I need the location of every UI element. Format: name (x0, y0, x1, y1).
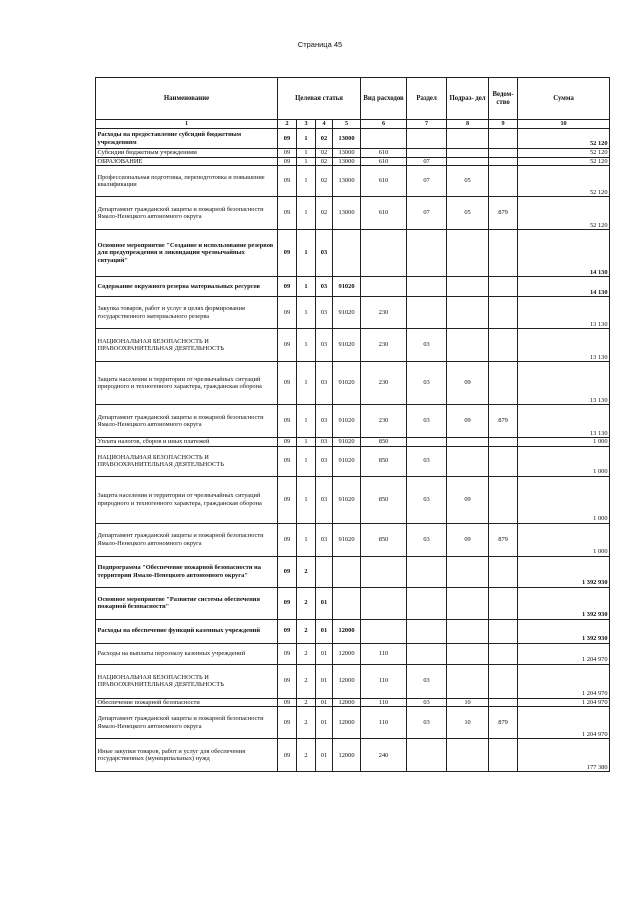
target-code-measure-cell: 03 (316, 277, 333, 297)
row-name-cell: Расходы на предоставление субсидий бюджетным учреждениям (96, 129, 278, 149)
table-row (96, 664, 610, 698)
target-code-measure-cell: 03 (316, 297, 333, 329)
subsection-cell (447, 157, 489, 166)
target-code-subprogram-cell: 1 (297, 476, 316, 523)
subsection-cell: 09 (447, 405, 489, 438)
target-code-measure-cell: 03 (316, 362, 333, 405)
page-header: Страница 45 (297, 40, 343, 49)
target-code-subprogram-cell: 1 (297, 197, 316, 230)
expense-type-cell (361, 277, 407, 297)
table-row (96, 438, 610, 447)
table-row (96, 197, 610, 230)
target-code-measure-cell: 03 (316, 405, 333, 438)
target-code-direction-cell: 91020 (333, 523, 361, 556)
target-code-subprogram-cell: 2 (297, 619, 316, 643)
department-cell (489, 230, 518, 277)
section-cell: 03 (407, 362, 447, 405)
subsection-cell (447, 587, 489, 619)
column-number: 5 (333, 120, 361, 129)
row-name-cell: ОБРАЗОВАНИЕ (96, 157, 278, 166)
target-code-subprogram-cell: 2 (297, 739, 316, 772)
target-code-program-cell: 09 (278, 197, 297, 230)
target-code-program-cell: 09 (278, 446, 297, 476)
target-code-subprogram-cell: 1 (297, 405, 316, 438)
column-number: 1 (96, 120, 278, 129)
target-code-measure-cell: 02 (316, 129, 333, 149)
section-cell: 03 (407, 405, 447, 438)
expense-type-cell: 850 (361, 476, 407, 523)
target-code-program-cell: 09 (278, 157, 297, 166)
expense-type-cell: 230 (361, 297, 407, 329)
department-cell (489, 739, 518, 772)
sum-cell: 52 120 (518, 129, 610, 149)
target-code-direction-cell: 12000 (333, 739, 361, 772)
table-row (96, 149, 610, 158)
target-code-subprogram-cell: 2 (297, 556, 316, 587)
sum-cell: 1 204 970 (518, 707, 610, 739)
expense-type-cell: 850 (361, 446, 407, 476)
target-code-program-cell: 09 (278, 329, 297, 362)
row-name-cell: Основное мероприятие "Развитие системы обеспечения пожарной безопасности" (96, 587, 278, 619)
target-code-direction-cell: 13000 (333, 129, 361, 149)
department-cell (489, 476, 518, 523)
sum-cell: 177 380 (518, 739, 610, 772)
expense-type-cell: 110 (361, 707, 407, 739)
subsection-cell: 09 (447, 476, 489, 523)
section-cell (407, 739, 447, 772)
subsection-cell (447, 129, 489, 149)
department-cell (489, 643, 518, 664)
header-expense-type: Вид расходов (361, 78, 407, 120)
target-code-subprogram-cell: 1 (297, 523, 316, 556)
sum-cell: 52 120 (518, 157, 610, 166)
target-code-measure-cell: 02 (316, 149, 333, 158)
target-code-measure-cell: 01 (316, 619, 333, 643)
header-department: Ведом- ство (489, 78, 518, 120)
table-row (96, 297, 610, 329)
table-row (96, 556, 610, 587)
subsection-cell: 10 (447, 707, 489, 739)
sum-cell: 52 120 (518, 166, 610, 197)
column-number: 3 (297, 120, 316, 129)
table-row (96, 587, 610, 619)
section-cell (407, 587, 447, 619)
target-code-direction-cell (333, 230, 361, 277)
target-code-measure-cell: 03 (316, 230, 333, 277)
section-cell: 03 (407, 664, 447, 698)
subsection-cell: 10 (447, 698, 489, 707)
target-code-subprogram-cell: 1 (297, 157, 316, 166)
sum-cell: 13 130 (518, 329, 610, 362)
sum-cell: 1 000 (518, 446, 610, 476)
row-name-cell: Защита населения и территории от чрезвычайных ситуаций природного и техногенного характера, гражданская оборона (96, 362, 278, 405)
expense-type-cell: 110 (361, 643, 407, 664)
subsection-cell (447, 446, 489, 476)
header-name: Наименование (96, 78, 278, 120)
column-number-row (96, 120, 610, 129)
target-code-measure-cell: 01 (316, 707, 333, 739)
department-cell (489, 362, 518, 405)
subsection-cell (447, 277, 489, 297)
target-code-program-cell: 09 (278, 230, 297, 277)
target-code-measure-cell: 01 (316, 698, 333, 707)
subsection-cell: 05 (447, 166, 489, 197)
row-name-cell: Расходы на выплаты персоналу казенных учреждений (96, 643, 278, 664)
sum-cell: 1 000 (518, 476, 610, 523)
sum-cell: 14 130 (518, 230, 610, 277)
table-row (96, 230, 610, 277)
subsection-cell: 09 (447, 523, 489, 556)
target-code-direction-cell (333, 556, 361, 587)
subsection-cell (447, 643, 489, 664)
target-code-program-cell: 09 (278, 619, 297, 643)
subsection-cell (447, 739, 489, 772)
department-cell (489, 166, 518, 197)
expense-type-cell: 110 (361, 698, 407, 707)
table-row (96, 362, 610, 405)
department-cell (489, 698, 518, 707)
department-cell (489, 619, 518, 643)
expense-type-cell: 240 (361, 739, 407, 772)
target-code-measure-cell: 01 (316, 664, 333, 698)
expense-type-cell: 610 (361, 149, 407, 158)
department-cell (489, 149, 518, 158)
header-target-article: Целевая статья (278, 78, 361, 120)
row-name-cell: Иные закупки товаров, работ и услуг для обеспечения государственных (муниципальных) нужд (96, 739, 278, 772)
section-cell: 03 (407, 707, 447, 739)
sum-cell: 1 392 930 (518, 587, 610, 619)
section-cell: 07 (407, 197, 447, 230)
column-number: 7 (407, 120, 447, 129)
target-code-program-cell: 09 (278, 523, 297, 556)
subsection-cell (447, 230, 489, 277)
target-code-direction-cell: 91020 (333, 476, 361, 523)
expense-type-cell (361, 587, 407, 619)
target-code-subprogram-cell: 1 (297, 329, 316, 362)
expense-type-cell: 230 (361, 405, 407, 438)
target-code-program-cell: 09 (278, 707, 297, 739)
department-cell (489, 297, 518, 329)
department-cell: 879 (489, 197, 518, 230)
department-cell (489, 157, 518, 166)
row-name-cell: НАЦИОНАЛЬНАЯ БЕЗОПАСНОСТЬ И ПРАВООХРАНИТЕЛЬНАЯ ДЕЯТЕЛЬНОСТЬ (96, 664, 278, 698)
section-cell: 03 (407, 446, 447, 476)
expense-type-cell (361, 556, 407, 587)
target-code-program-cell: 09 (278, 556, 297, 587)
column-number: 4 (316, 120, 333, 129)
section-cell (407, 129, 447, 149)
sum-cell: 1 000 (518, 523, 610, 556)
table-body (96, 129, 610, 772)
sum-cell: 1 204 970 (518, 664, 610, 698)
sum-cell: 1 392 930 (518, 556, 610, 587)
table-row (96, 405, 610, 438)
table-row (96, 157, 610, 166)
expense-type-cell (361, 619, 407, 643)
column-number: 10 (518, 120, 610, 129)
section-cell: 03 (407, 476, 447, 523)
column-number: 8 (447, 120, 489, 129)
target-code-subprogram-cell: 1 (297, 362, 316, 405)
sum-cell: 1 000 (518, 438, 610, 447)
target-code-subprogram-cell: 1 (297, 166, 316, 197)
section-cell (407, 619, 447, 643)
target-code-program-cell: 09 (278, 129, 297, 149)
target-code-program-cell: 09 (278, 166, 297, 197)
sum-cell: 52 120 (518, 149, 610, 158)
target-code-direction-cell: 13000 (333, 197, 361, 230)
subsection-cell (447, 556, 489, 587)
row-name-cell: Департамент гражданской защиты и пожарной безопасности Ямало-Ненецкого автономного округа (96, 197, 278, 230)
target-code-program-cell: 09 (278, 277, 297, 297)
target-code-direction-cell: 12000 (333, 643, 361, 664)
expense-type-cell: 610 (361, 157, 407, 166)
target-code-measure-cell: 03 (316, 476, 333, 523)
target-code-measure-cell: 02 (316, 157, 333, 166)
target-code-measure-cell: 02 (316, 197, 333, 230)
section-cell: 03 (407, 523, 447, 556)
expense-type-cell: 230 (361, 362, 407, 405)
target-code-direction-cell: 91020 (333, 297, 361, 329)
target-code-direction-cell: 13000 (333, 166, 361, 197)
target-code-program-cell: 09 (278, 405, 297, 438)
table-header-row (96, 78, 610, 120)
target-code-direction-cell: 91020 (333, 446, 361, 476)
table-row (96, 446, 610, 476)
department-cell: 879 (489, 523, 518, 556)
column-number: 6 (361, 120, 407, 129)
expense-type-cell: 230 (361, 329, 407, 362)
target-code-direction-cell: 91020 (333, 277, 361, 297)
expense-type-cell: 610 (361, 197, 407, 230)
department-cell (489, 446, 518, 476)
table-row (96, 698, 610, 707)
target-code-program-cell: 09 (278, 476, 297, 523)
table-row (96, 329, 610, 362)
budget-table (95, 77, 610, 772)
target-code-program-cell: 09 (278, 587, 297, 619)
department-cell (489, 438, 518, 447)
target-code-measure-cell: 03 (316, 329, 333, 362)
target-code-direction-cell: 91020 (333, 405, 361, 438)
section-cell (407, 643, 447, 664)
target-code-direction-cell: 12000 (333, 664, 361, 698)
section-cell (407, 149, 447, 158)
subsection-cell (447, 297, 489, 329)
target-code-direction-cell: 12000 (333, 619, 361, 643)
target-code-program-cell: 09 (278, 438, 297, 447)
target-code-measure-cell: 01 (316, 587, 333, 619)
target-code-subprogram-cell: 2 (297, 664, 316, 698)
table-row (96, 707, 610, 739)
target-code-program-cell: 09 (278, 362, 297, 405)
target-code-direction-cell: 91020 (333, 329, 361, 362)
section-cell (407, 297, 447, 329)
sum-cell: 13 130 (518, 362, 610, 405)
target-code-program-cell: 09 (278, 643, 297, 664)
expense-type-cell: 110 (361, 664, 407, 698)
row-name-cell: Расходы на обеспечение функций казенных учреждений (96, 619, 278, 643)
subsection-cell: 05 (447, 197, 489, 230)
subsection-cell (447, 619, 489, 643)
target-code-subprogram-cell: 2 (297, 587, 316, 619)
sum-cell: 1 392 930 (518, 619, 610, 643)
expense-type-cell (361, 129, 407, 149)
section-cell: 07 (407, 157, 447, 166)
row-name-cell: Субсидии бюджетным учреждениям (96, 149, 278, 158)
target-code-direction-cell: 12000 (333, 707, 361, 739)
row-name-cell: Защита населения и территории от чрезвычайных ситуаций природного и техногенного характера, гражданская оборона (96, 476, 278, 523)
sum-cell: 1 204 970 (518, 698, 610, 707)
target-code-measure-cell: 03 (316, 438, 333, 447)
expense-type-cell: 850 (361, 523, 407, 556)
section-cell: 07 (407, 166, 447, 197)
table-row (96, 476, 610, 523)
department-cell (489, 277, 518, 297)
target-code-measure-cell: 02 (316, 166, 333, 197)
department-cell: 879 (489, 405, 518, 438)
department-cell (489, 664, 518, 698)
target-code-subprogram-cell: 1 (297, 129, 316, 149)
table-row (96, 643, 610, 664)
header-subsection: Подраз- дел (447, 78, 489, 120)
header-sum: Сумма (518, 78, 610, 120)
column-number: 2 (278, 120, 297, 129)
department-cell (489, 587, 518, 619)
target-code-direction-cell: 91020 (333, 362, 361, 405)
target-code-measure-cell: 01 (316, 739, 333, 772)
target-code-subprogram-cell: 1 (297, 230, 316, 277)
sum-cell: 1 204 970 (518, 643, 610, 664)
target-code-subprogram-cell: 1 (297, 438, 316, 447)
row-name-cell: Департамент гражданской защиты и пожарной безопасности Ямало-Ненецкого автономного округа (96, 405, 278, 438)
department-cell: 879 (489, 707, 518, 739)
section-cell (407, 230, 447, 277)
subsection-cell (447, 664, 489, 698)
table-row (96, 619, 610, 643)
column-number: 9 (489, 120, 518, 129)
target-code-measure-cell: 03 (316, 446, 333, 476)
department-cell (489, 329, 518, 362)
target-code-direction-cell (333, 587, 361, 619)
target-code-direction-cell: 13000 (333, 157, 361, 166)
department-cell (489, 556, 518, 587)
target-code-program-cell: 09 (278, 698, 297, 707)
row-name-cell: Департамент гражданской защиты и пожарной безопасности Ямало-Ненецкого автономного округа (96, 707, 278, 739)
expense-type-cell: 850 (361, 438, 407, 447)
sum-cell: 52 120 (518, 197, 610, 230)
row-name-cell: Содержание окружного резерва материальных ресурсов (96, 277, 278, 297)
row-name-cell: Департамент гражданской защиты и пожарной безопасности Ямало-Ненецкого автономного округа (96, 523, 278, 556)
target-code-subprogram-cell: 1 (297, 297, 316, 329)
target-code-program-cell: 09 (278, 297, 297, 329)
row-name-cell: НАЦИОНАЛЬНАЯ БЕЗОПАСНОСТЬ И ПРАВООХРАНИТЕЛЬНАЯ ДЕЯТЕЛЬНОСТЬ (96, 446, 278, 476)
target-code-direction-cell: 91020 (333, 438, 361, 447)
row-name-cell: Профессиональная подготовка, переподготовка и повышение квалификации (96, 166, 278, 197)
section-cell (407, 277, 447, 297)
sum-cell: 14 130 (518, 277, 610, 297)
target-code-direction-cell: 12000 (333, 698, 361, 707)
section-cell: 03 (407, 698, 447, 707)
section-cell (407, 438, 447, 447)
subsection-cell (447, 329, 489, 362)
target-code-direction-cell: 13000 (333, 149, 361, 158)
subsection-cell (447, 438, 489, 447)
target-code-subprogram-cell: 1 (297, 446, 316, 476)
table-row (96, 739, 610, 772)
target-code-subprogram-cell: 1 (297, 277, 316, 297)
target-code-measure-cell: 03 (316, 523, 333, 556)
row-name-cell: Основное мероприятие "Создание и использование резервов для предупреждения и ликвидации чрезвычайных ситуаций" (96, 230, 278, 277)
row-name-cell: Обеспечение пожарной безопасности (96, 698, 278, 707)
department-cell (489, 129, 518, 149)
section-cell: 03 (407, 329, 447, 362)
target-code-subprogram-cell: 1 (297, 149, 316, 158)
section-cell (407, 556, 447, 587)
target-code-subprogram-cell: 2 (297, 643, 316, 664)
expense-type-cell (361, 230, 407, 277)
table-row (96, 523, 610, 556)
target-code-subprogram-cell: 2 (297, 698, 316, 707)
row-name-cell: НАЦИОНАЛЬНАЯ БЕЗОПАСНОСТЬ И ПРАВООХРАНИТЕЛЬНАЯ ДЕЯТЕЛЬНОСТЬ (96, 329, 278, 362)
header-section: Раздел (407, 78, 447, 120)
table-row (96, 129, 610, 149)
target-code-program-cell: 09 (278, 664, 297, 698)
sum-cell: 13 130 (518, 297, 610, 329)
row-name-cell: Уплата налогов, сборов и иных платежей (96, 438, 278, 447)
target-code-program-cell: 09 (278, 739, 297, 772)
table-row (96, 166, 610, 197)
target-code-subprogram-cell: 2 (297, 707, 316, 739)
expense-type-cell: 610 (361, 166, 407, 197)
subsection-cell: 09 (447, 362, 489, 405)
subsection-cell (447, 149, 489, 158)
sum-cell: 13 130 (518, 405, 610, 438)
target-code-measure-cell: 01 (316, 643, 333, 664)
target-code-measure-cell (316, 556, 333, 587)
row-name-cell: Подпрограмма "Обеспечение пожарной безопасности на территории Ямало-Ненецкого автономного округа" (96, 556, 278, 587)
table-row (96, 277, 610, 297)
row-name-cell: Закупка товаров, работ и услуг в целях формирования государственного материального резерва (96, 297, 278, 329)
target-code-program-cell: 09 (278, 149, 297, 158)
